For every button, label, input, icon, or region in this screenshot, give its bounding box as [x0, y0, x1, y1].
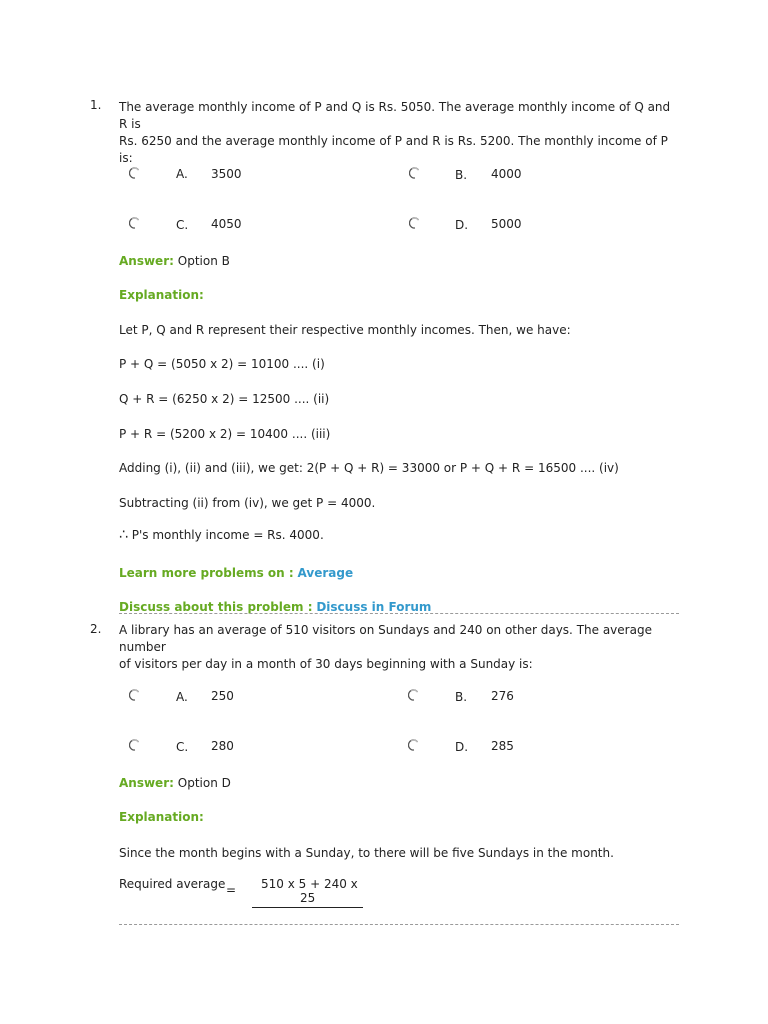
- radio-circle-icon: [409, 217, 421, 229]
- fraction-numerator: 510 x 5 + 240 x: [261, 877, 358, 891]
- question-text-line: The average monthly income of P and Q is Rs. 5050. The average monthly income of Q and R is: [119, 100, 671, 131]
- conclusion-text: P's monthly income = Rs. 4000.: [131, 528, 324, 542]
- explanation-line: Q + R = (6250 x 2) = 12500 .... (ii): [119, 392, 330, 406]
- conclusion-line: [119, 527, 324, 543]
- option-letter: B.: [455, 690, 468, 704]
- answer-label: Answer:: [119, 254, 174, 268]
- radio-option-d[interactable]: [409, 217, 421, 229]
- question-text-line: Rs. 6250 and the average monthly income of P and R is Rs. 5200. The monthly income of P is:: [119, 134, 668, 165]
- option-letter: A.: [176, 167, 188, 181]
- radio-option-c[interactable]: [129, 739, 141, 751]
- question-text: [119, 622, 679, 673]
- option-letter: D.: [455, 740, 469, 754]
- explanation-label: Explanation:: [119, 288, 204, 302]
- therefore-symbol: ∴: [119, 527, 128, 543]
- fraction-bar: [252, 907, 363, 908]
- option-letter: C.: [176, 740, 189, 754]
- option-value: 285: [491, 739, 514, 753]
- radio-circle-icon: [129, 739, 141, 751]
- explanation-line: Since the month begins with a Sunday, to there will be five Sundays in the month.: [119, 846, 614, 860]
- radio-circle-icon: [129, 217, 141, 229]
- discuss-label: Discuss about this problem :: [119, 600, 313, 614]
- radio-circle-icon: [408, 689, 420, 701]
- answer-line: [119, 776, 231, 790]
- fraction-denominator: 25: [300, 891, 316, 905]
- explanation-line: P + R = (5200 x 2) = 10400 .... (iii): [119, 427, 331, 441]
- radio-circle-icon: [129, 689, 141, 701]
- explanation-line: Let P, Q and R represent their respective monthly incomes. Then, we have:: [119, 323, 571, 337]
- learn-more-line: [119, 566, 353, 580]
- radio-option-b[interactable]: [409, 167, 421, 179]
- radio-option-a[interactable]: [129, 689, 141, 701]
- answer-value: Option D: [177, 776, 231, 790]
- option-letter: D.: [455, 218, 469, 232]
- option-value: 250: [211, 689, 234, 703]
- question-text: [119, 99, 679, 167]
- radio-option-c[interactable]: [129, 217, 141, 229]
- explanation-label: Explanation:: [119, 810, 204, 824]
- option-value: 3500: [211, 167, 242, 181]
- radio-circle-icon: [408, 739, 420, 751]
- separator: [119, 613, 679, 614]
- explanation-line: Adding (i), (ii) and (iii), we get: 2(P + Q + R) = 33000 or P + Q + R = 16500 .... (iv): [119, 461, 619, 475]
- option-value: 4000: [491, 167, 522, 181]
- question-number: 1.: [90, 98, 102, 112]
- option-value: 276: [491, 689, 514, 703]
- radio-option-a[interactable]: [129, 167, 141, 179]
- explanation-line: P + Q = (5050 x 2) = 10100 .... (i): [119, 357, 325, 371]
- option-value: 280: [211, 739, 234, 753]
- separator: [119, 924, 679, 925]
- option-letter: A.: [176, 690, 188, 704]
- discuss-forum-link[interactable]: Discuss in Forum: [316, 600, 432, 614]
- question-number: 2.: [90, 622, 102, 636]
- answer-value: Option B: [177, 254, 230, 268]
- radio-option-b[interactable]: [408, 689, 420, 701]
- option-value: 4050: [211, 217, 242, 231]
- equals-sign: =: [226, 883, 237, 897]
- explanation-line: Subtracting (ii) from (iv), we get P = 4000.: [119, 496, 376, 510]
- option-letter: C.: [176, 218, 189, 232]
- question-text-line: of visitors per day in a month of 30 days beginning with a Sunday is:: [119, 657, 533, 671]
- learn-more-label: Learn more problems on :: [119, 566, 294, 580]
- topic-link[interactable]: Average: [297, 566, 354, 580]
- option-letter: B.: [455, 168, 468, 182]
- question-text-line: A library has an average of 510 visitors on Sundays and 240 on other days. The average number: [119, 623, 652, 654]
- answer-line: [119, 254, 230, 268]
- radio-circle-icon: [409, 167, 421, 179]
- required-average-label: Required average: [119, 877, 226, 891]
- option-value: 5000: [491, 217, 522, 231]
- radio-circle-icon: [129, 167, 141, 179]
- discuss-line: [119, 600, 431, 614]
- radio-option-d[interactable]: [408, 739, 420, 751]
- answer-label: Answer:: [119, 776, 174, 790]
